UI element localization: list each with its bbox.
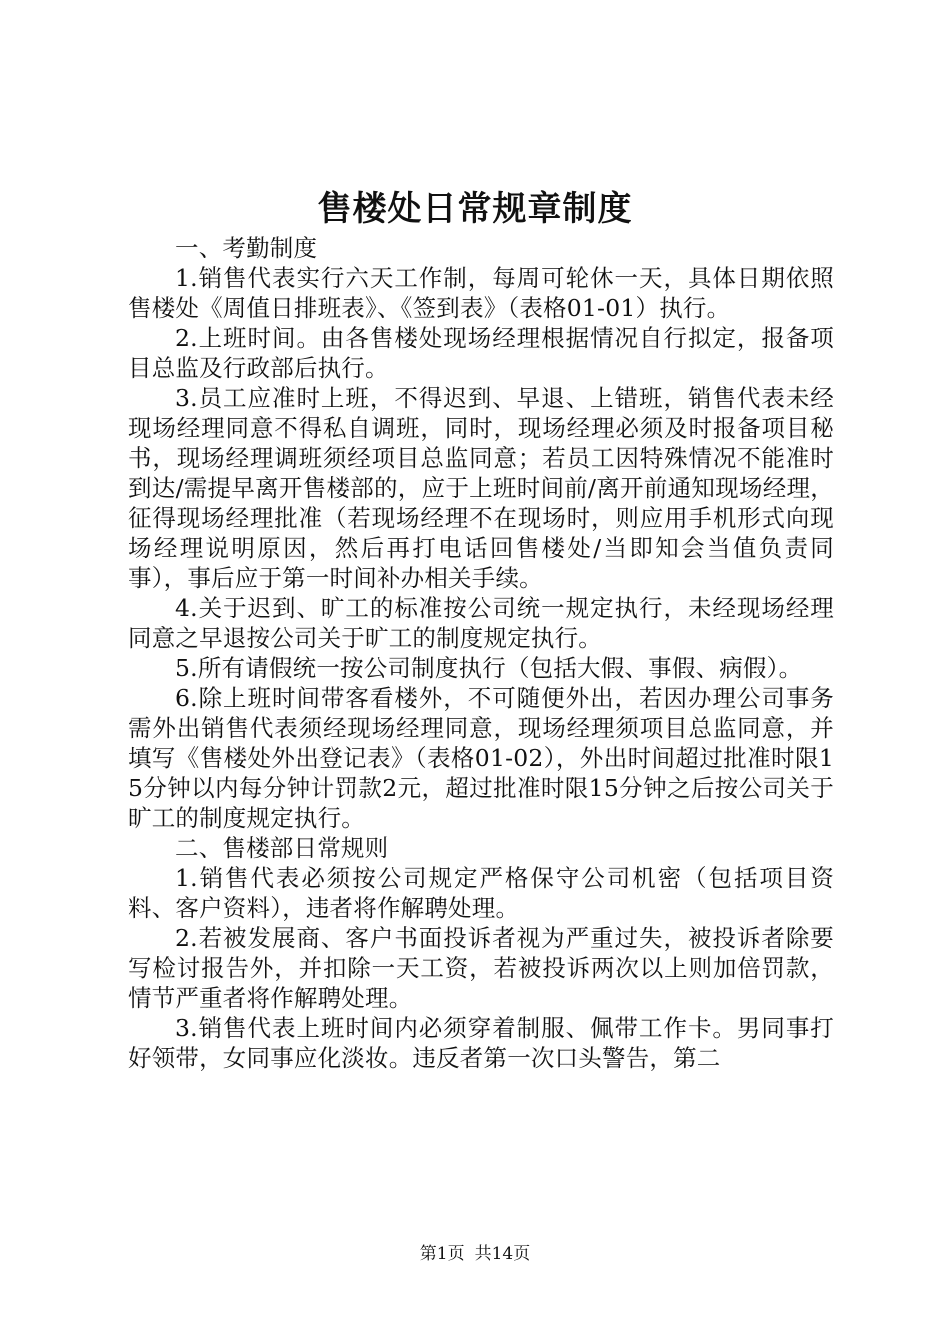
section-heading: 一、考勤制度 — [175, 234, 318, 262]
paragraph: 1.销售代表必须按公司规定严格保守公司机密（包括项目资料、客户资料），违者将作解聘处理。 — [128, 864, 834, 922]
page-number: 第1页 — [419, 1244, 465, 1264]
section-attendance — [128, 233, 834, 833]
page-footer — [0, 1243, 950, 1265]
paragraph: 5.所有请假统一按公司制度执行（包括大假、事假、病假）。 — [175, 654, 803, 682]
paragraph: 3.员工应准时上班，不得迟到、早退、上错班，销售代表未经现场经理同意不得私自调班，同时，现场经理必须及时报备项目秘书，现场经理调班须经项目总监同意；若员工因特殊情况不能准时到达/需提早离开售楼部的，应于上班时间前/离开前通知现场经理，征得现场经理批准（若现场经理不在现场时，则应用手机形式向现场经理说明原因，然后再打电话回售楼处/当即知会当值负责同事），事后应于第一时间补办相关手续。 — [128, 384, 834, 592]
section-daily-rules — [128, 833, 834, 1073]
paragraph: 3.销售代表上班时间内必须穿着制服、佩带工作卡。男同事打好领带，女同事应化淡妆。违反者第一次口头警告，第二 — [128, 1014, 834, 1072]
document-title: 售楼处日常规章制度 — [317, 189, 633, 229]
paragraph: 2.若被发展商、客户书面投诉者视为严重过失，被投诉者除要写检讨报告外，并扣除一天工资，若被投诉两次以上则加倍罚款，情节严重者将作解聘处理。 — [128, 924, 834, 1012]
document-body — [128, 233, 834, 1073]
paragraph: 6.除上班时间带客看楼外，不可随便外出，若因办理公司事务需外出销售代表须经现场经理同意，现场经理须项目总监同意，并填写《售楼处外出登记表》（表格01-02），外出时间超过批准时限15分钟以内每分钟计罚款2元，超过批准时限15分钟之后按公司关于旷工的制度规定执行。 — [128, 684, 834, 832]
paragraph: 1.销售代表实行六天工作制，每周可轮休一天，具体日期依照售楼处《周值日排班表》、《签到表》（表格01-01）执行。 — [128, 264, 834, 322]
page-total: 共14页 — [474, 1244, 531, 1264]
section-heading: 二、售楼部日常规则 — [175, 834, 389, 862]
paragraph: 2.上班时间。由各售楼处现场经理根据情况自行拟定，报备项目总监及行政部后执行。 — [128, 324, 834, 382]
paragraph: 4.关于迟到、旷工的标准按公司统一规定执行，未经现场经理同意之早退按公司关于旷工的制度规定执行。 — [128, 594, 834, 652]
